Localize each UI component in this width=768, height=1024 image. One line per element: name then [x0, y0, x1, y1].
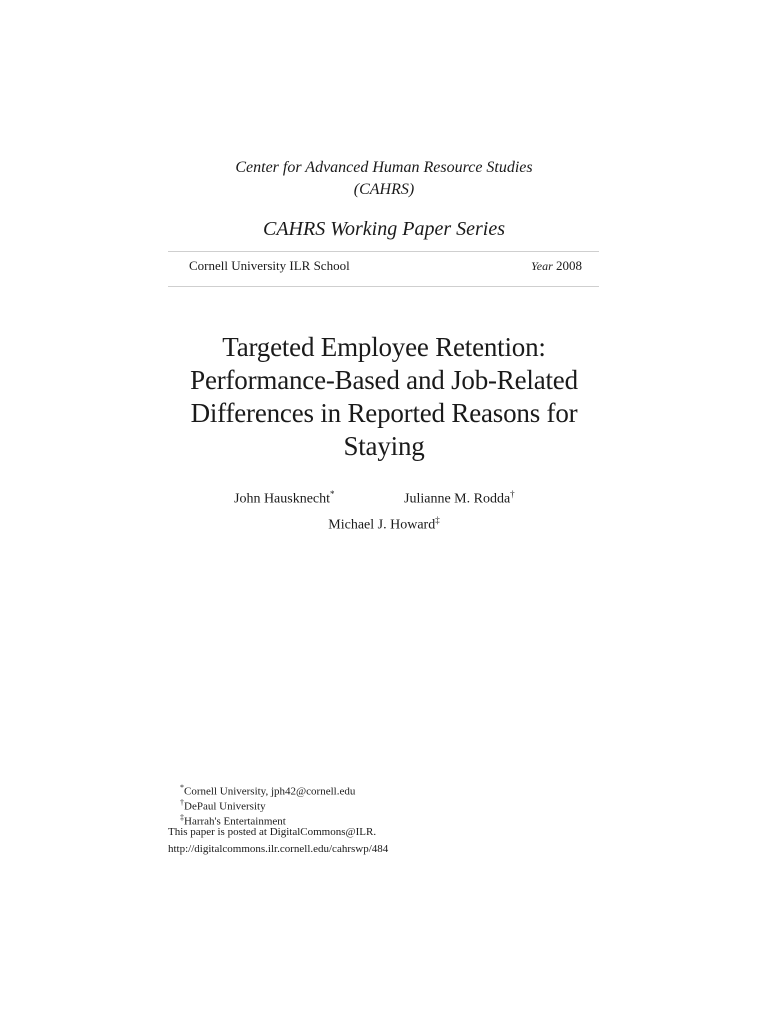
author-name: Michael J. Howard	[328, 517, 436, 533]
footnote-text: Harrah's Entertainment	[184, 815, 286, 828]
school-name: Cornell University ILR School	[189, 258, 350, 273]
author-howard	[0, 511, 768, 535]
paper-title-line3: Differences in Reported Reasons for	[190, 398, 578, 428]
author-footnote-mark: *	[330, 489, 335, 499]
center-name-line1: Center for Advanced Human Resource Studies	[235, 159, 533, 176]
author-footnote-mark: †	[510, 489, 515, 499]
year-value: 2008	[556, 258, 582, 273]
bottom-divider	[168, 286, 599, 287]
research-center-name	[0, 157, 768, 201]
paper-url-link[interactable]: http://digitalcommons.ilr.cornell.edu/cahrswp/484	[168, 843, 389, 855]
footnote-text: DePaul University	[184, 800, 266, 813]
working-paper-series-title: CAHRS Working Paper Series	[262, 218, 505, 240]
paper-title	[0, 331, 768, 463]
author-rodda	[404, 485, 515, 509]
paper-title-line2: Performance-Based and Job-Related	[190, 365, 578, 395]
footnote-mark: ‡	[180, 813, 184, 822]
posting-notice: This paper is posted at DigitalCommons@ILR.	[168, 826, 377, 838]
paper-title-line1: Targeted Employee Retention:	[222, 332, 546, 362]
year-label: Year	[531, 259, 553, 273]
footnote-text: Cornell University, jph42@cornell.edu	[184, 785, 356, 798]
footnote-mark: *	[180, 783, 184, 792]
center-name-line2: (CAHRS)	[353, 181, 415, 198]
author-name: Julianne M. Rodda	[404, 491, 511, 507]
author-hausknecht	[234, 485, 335, 509]
top-divider	[168, 251, 599, 252]
paper-title-line4: Staying	[343, 431, 425, 461]
author-name: John Hausknecht	[234, 491, 331, 507]
publication-year	[531, 257, 582, 275]
footnote-mark: †	[180, 798, 184, 807]
author-footnote-mark: ‡	[435, 515, 440, 525]
